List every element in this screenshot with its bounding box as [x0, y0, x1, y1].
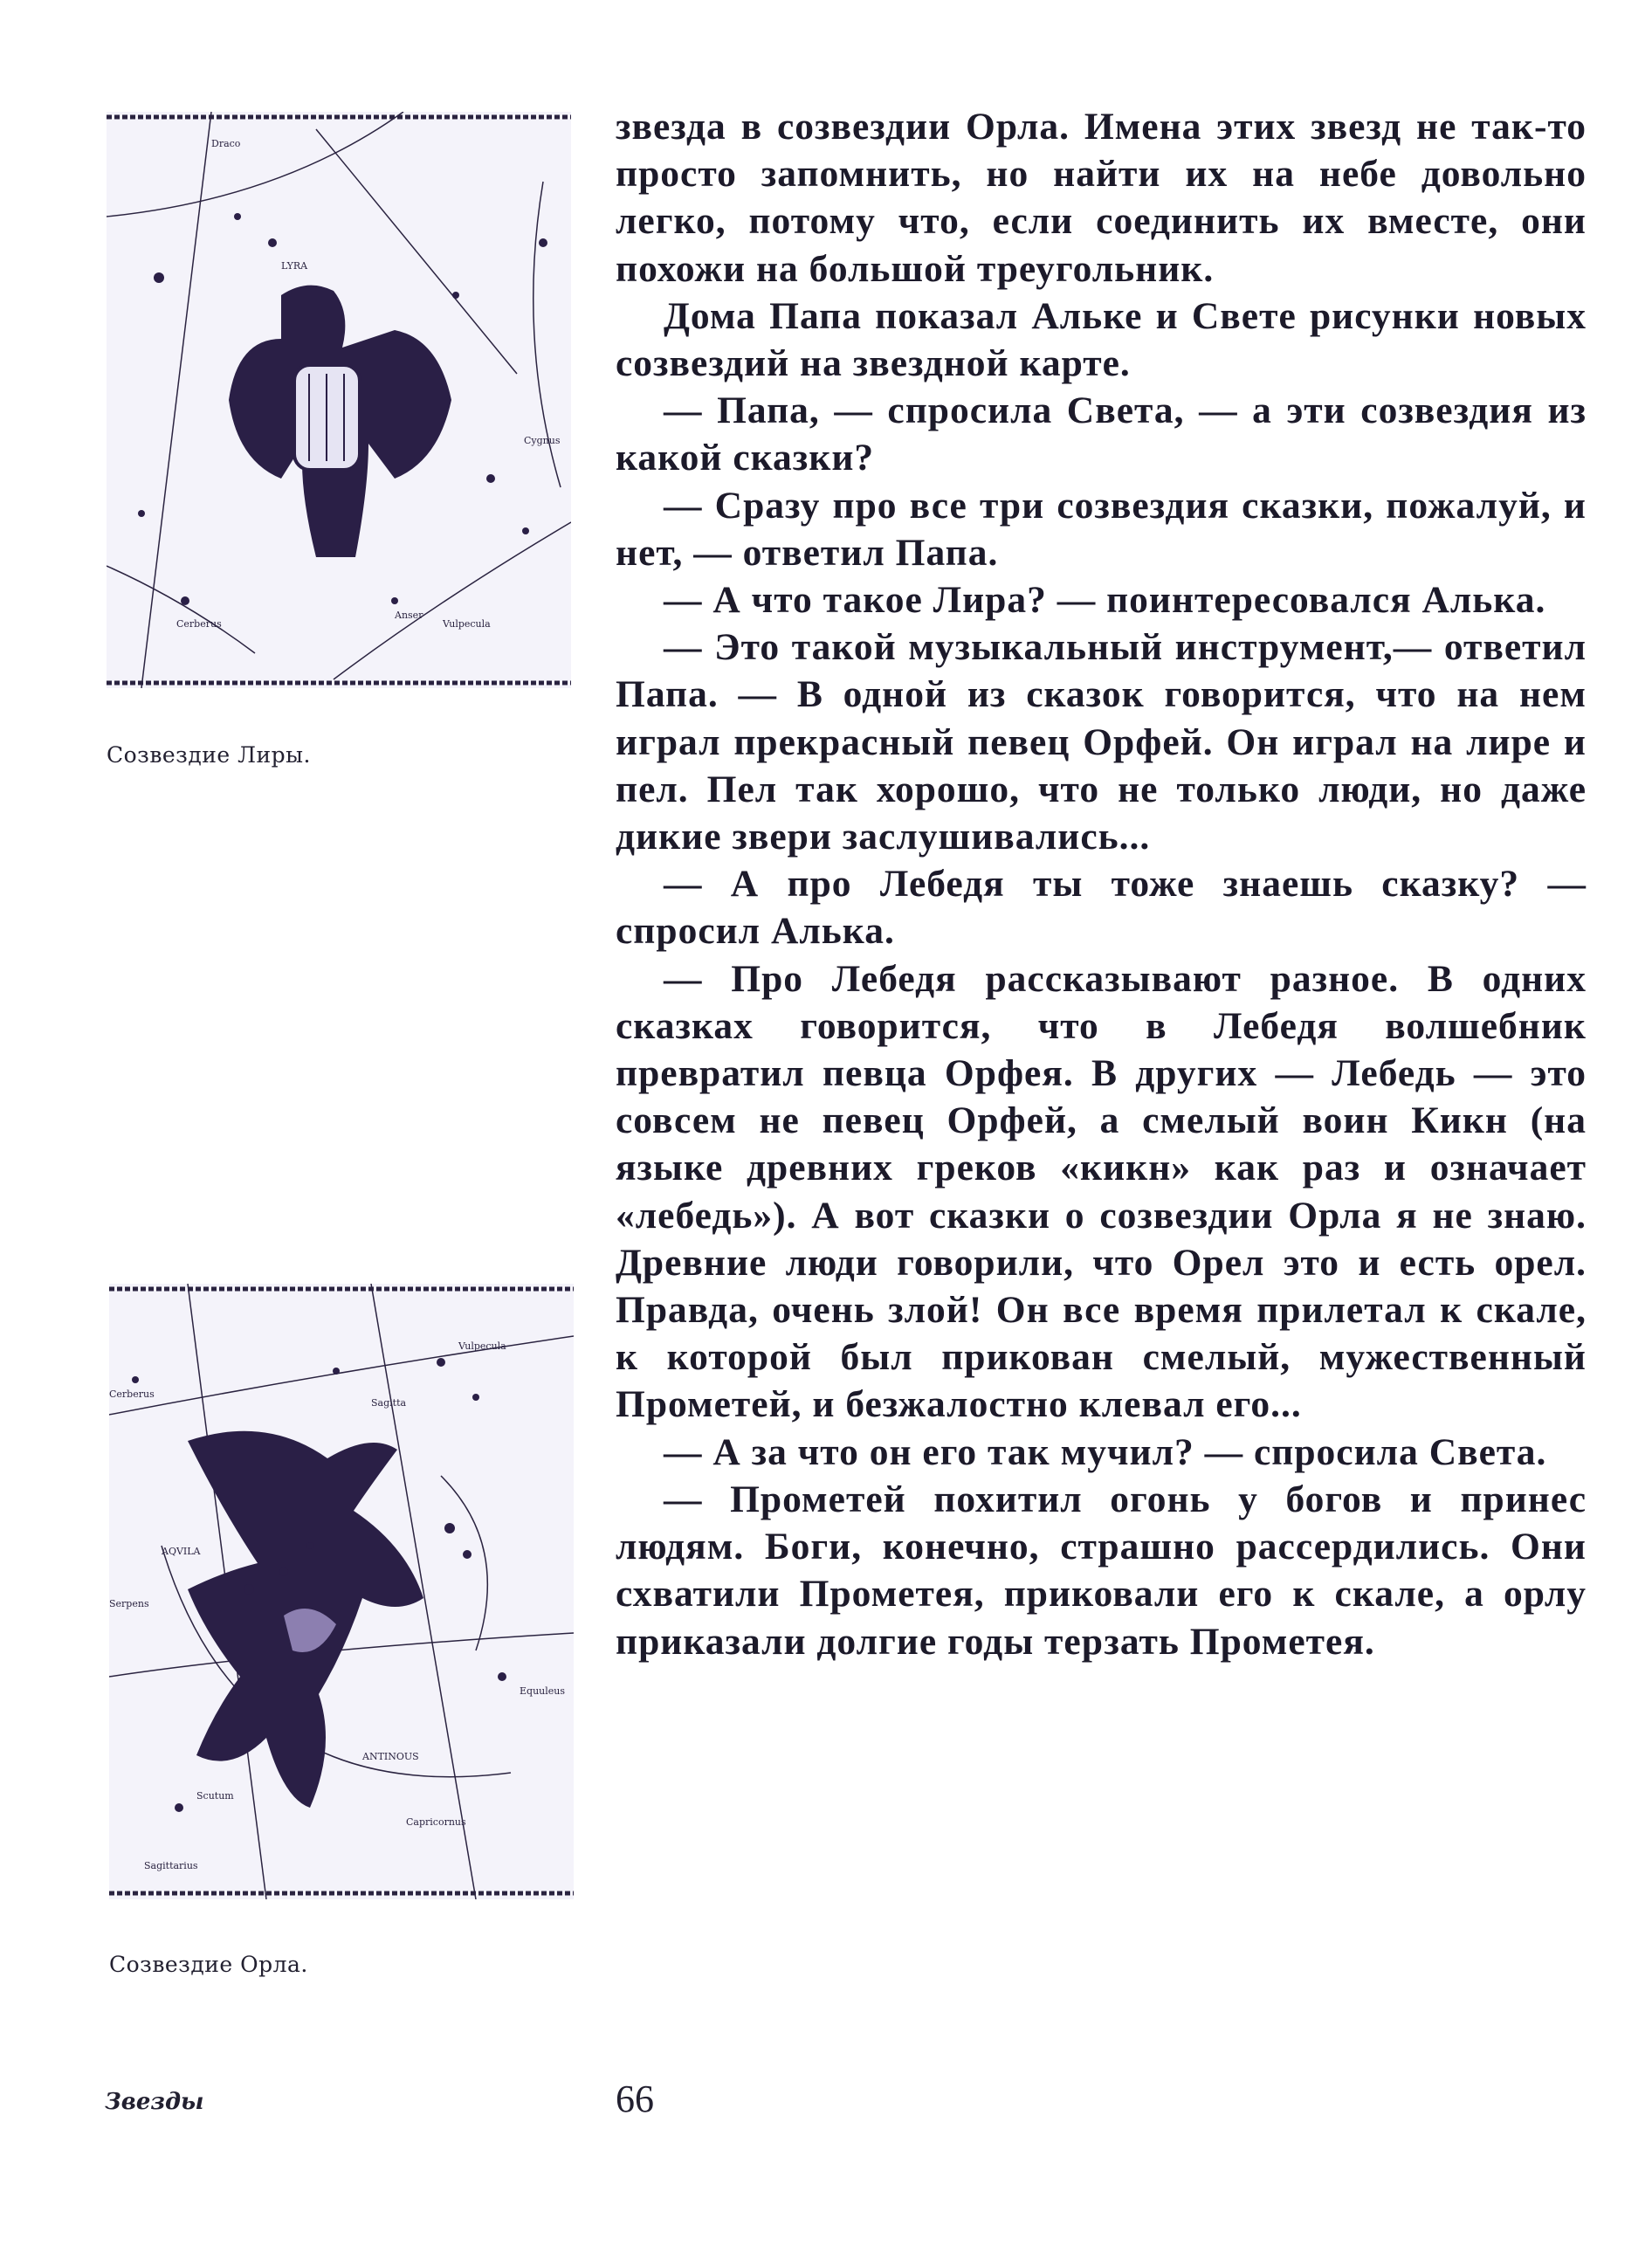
map-label: Serpens — [109, 1598, 149, 1609]
paragraph: Дома Папа показал Альке и Свете рисунки новых созвездий на звездной карте. — [616, 294, 1587, 385]
map-label: Cygnus — [524, 435, 561, 446]
aquila-star-map — [109, 1284, 574, 1899]
map-label: Sagittarius — [144, 1860, 198, 1871]
map-label: Anser — [395, 610, 423, 621]
map-label: Cerberus — [109, 1388, 155, 1400]
map-label: LYRA — [281, 260, 308, 272]
map-label: Cerberus — [176, 618, 222, 630]
aquila-caption: Созвездие Орла. — [109, 1952, 308, 1977]
lyra-constellation-figure — [107, 112, 571, 688]
paragraph: — А про Лебедя ты тоже знаешь сказку? — спросил Алька. — [616, 863, 1587, 953]
paragraph: — Сразу про все три созвездия сказки, пожалуй, и нет, — ответил Папа. — [616, 484, 1587, 574]
section-running-footer: Звезды — [105, 2089, 204, 2115]
paragraph: — Папа, — спросила Света, — а эти созвездия из какой сказки? — [616, 389, 1587, 479]
body-text-column — [616, 103, 1587, 1665]
lyra-star-map — [107, 112, 571, 688]
paragraph: — Про Лебедя рассказывают разное. В одних сказках говорится, что в Лебедя волшебник превратил певца Орфея. В других — Лебедь — это совсем не певец Орфей, а смелый воин Кикн (на языке древних греков «кикн» как раз и означает «лебедь»). А вот сказки о созвездии Орла я не знаю. Древние люди говорили, что Орел это и есть орел. Правда, очень злой! Он все время прилетал к скале, к которой был прикован смелый, мужественный Прометей, и безжалостно клевал его... — [616, 957, 1587, 1426]
lyra-caption: Созвездие Лиры. — [107, 742, 311, 768]
aquila-constellation-figure — [109, 1284, 574, 1899]
paragraph: — А что такое Лира? — поинтересовался Алька. — [664, 579, 1546, 622]
map-label: Draco — [211, 138, 241, 149]
map-label: Equuleus — [520, 1685, 565, 1697]
map-label: Scutum — [196, 1790, 234, 1802]
paragraph: — А за что он его так мучил? — спросила Света. — [664, 1430, 1547, 1473]
page-number: 66 — [616, 2078, 654, 2120]
map-label: Sagitta — [371, 1397, 407, 1409]
map-label: AQVILA — [162, 1546, 201, 1557]
map-label: ANTINOUS — [362, 1751, 419, 1762]
paragraph: — Прометей похитил огонь у богов и принес людям. Боги, конечно, страшно рассердились. Они схватили Прометея, приковали его к скале, а орлу приказали долгие годы терзать Прометея. — [616, 1478, 1587, 1663]
paragraph: — Это такой музыкальный инструмент,— ответил Папа. — В одной из сказок говорится, что на нем играл прекрасный певец Орфей. Он играл на лире и пел. Пел так хорошо, что не только люди, но даже дикие звери заслушивались... — [616, 626, 1587, 858]
paragraph: звезда в созвездии Орла. Имена этих звезд не так-то просто запомнить, но найти их на небе довольно легко, потому что, если соединить их вместе, они похожи на большой треугольник. — [616, 106, 1587, 290]
map-label: Vulpecula — [443, 618, 491, 630]
map-label: Vulpecula — [458, 1340, 506, 1352]
map-label: Capricornus — [406, 1816, 466, 1828]
